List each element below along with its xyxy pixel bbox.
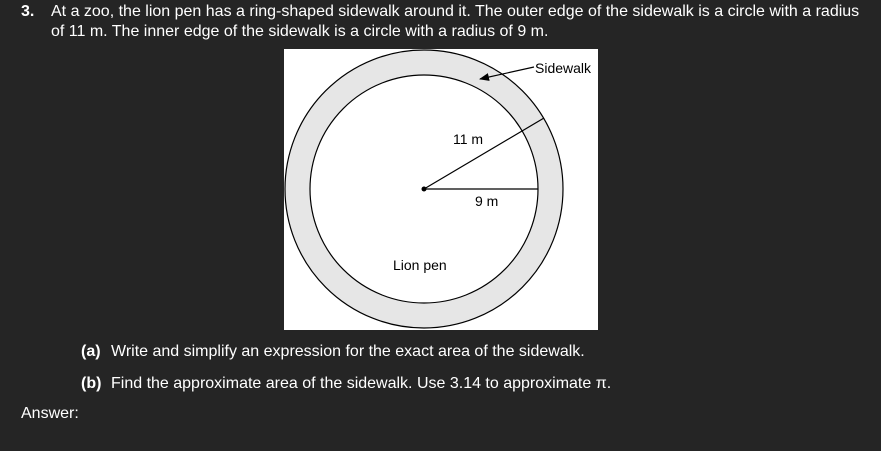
part-a-label: (a) bbox=[81, 343, 101, 360]
part-b-text: Find the approximate area of the sidewalk. Use 3.14 to approximate π. bbox=[111, 375, 612, 392]
part-b bbox=[81, 374, 611, 394]
question-number: 3. bbox=[21, 3, 35, 20]
inner-radius-label: 9 m bbox=[475, 193, 499, 209]
answer-label: Answer: bbox=[21, 405, 79, 422]
center-point bbox=[422, 187, 427, 192]
outer-radius-label: 11 m bbox=[453, 131, 484, 147]
question-text: At a zoo, the lion pen has a ring-shaped sidewalk around it. The outer edge of the sidewalk is a circle with a radius of 11 m. The inner edge of the sidewalk is a circle with a radius of 9 m. bbox=[51, 3, 860, 40]
part-b-label: (b) bbox=[81, 375, 102, 392]
part-a bbox=[81, 342, 585, 362]
part-a-text: Write and simplify an expression for the exact area of the sidewalk. bbox=[111, 343, 585, 360]
sidewalk-figure bbox=[284, 49, 598, 330]
lion-pen-label: Lion pen bbox=[393, 257, 447, 273]
sidewalk-label: Sidewalk bbox=[535, 60, 592, 76]
